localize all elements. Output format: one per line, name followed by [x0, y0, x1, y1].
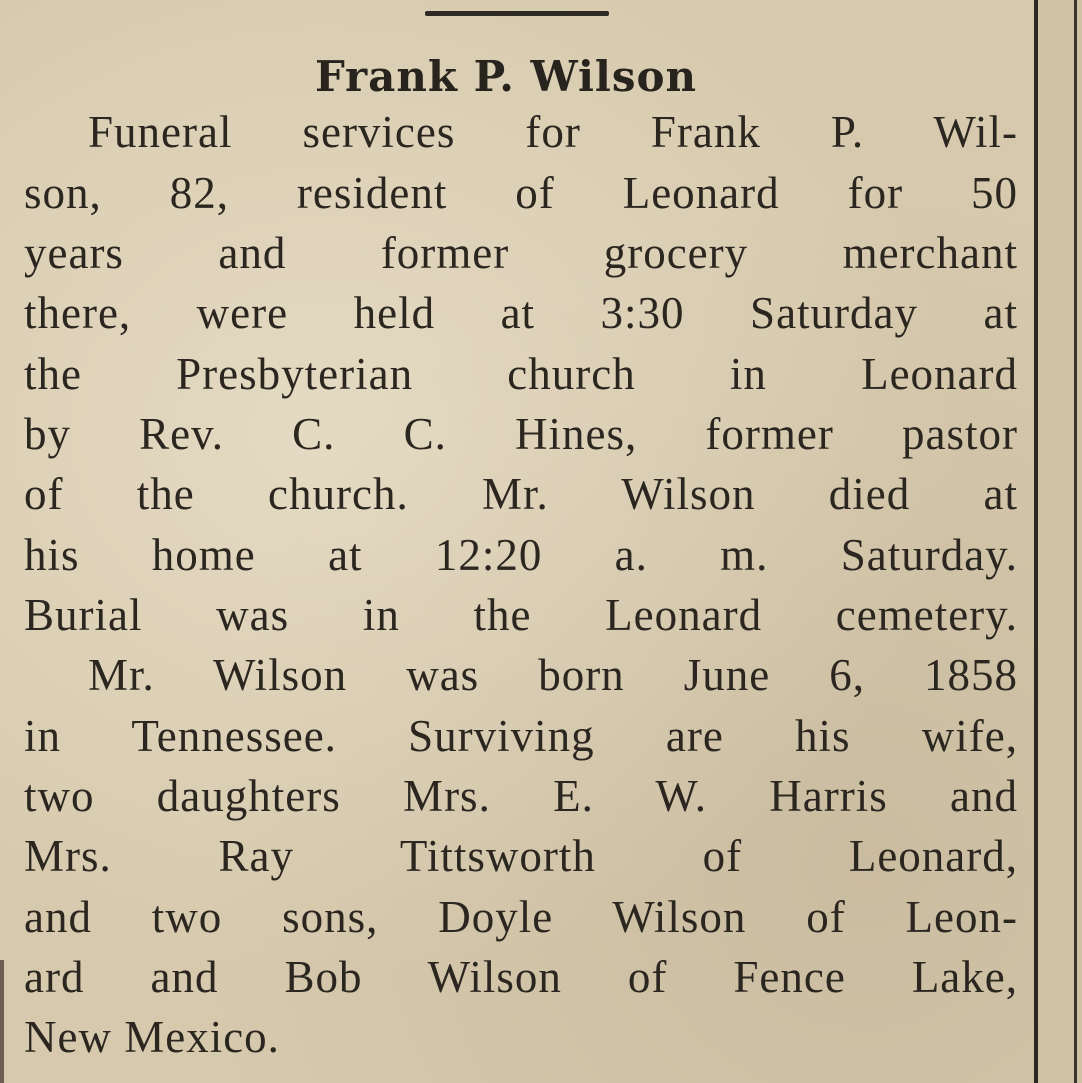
paragraph-2-line-1: Mr. Wilson was born June 6, 1858: [88, 650, 1018, 700]
top-divider-rule: [425, 11, 609, 16]
paragraph-2-line-4: Mrs. Ray Tittsworth of Leonard,: [24, 831, 1018, 881]
paragraph-1-line-6: by Rev. C. C. Hines, former pastor: [24, 409, 1018, 459]
paragraph-2-line-2: in Tennessee. Surviving are his wife,: [24, 711, 1018, 761]
paragraph-1-line-2: son, 82, resident of Leonard for 50: [24, 168, 1018, 218]
left-edge-mark: [0, 960, 4, 1083]
paragraph-1-line-1: Funeral services for Frank P. Wil-: [88, 107, 1018, 157]
paragraph-2-line-7: New Mexico.: [24, 1012, 280, 1062]
paragraph-1-line-4: there, were held at 3:30 Saturday at: [24, 288, 1018, 338]
paragraph-1-line-5: the Presbyterian church in Leonard: [24, 349, 1018, 399]
paragraph-1-line-3: years and former grocery merchant: [24, 228, 1018, 278]
paragraph-2-line-3: two daughters Mrs. E. W. Harris and: [24, 771, 1018, 821]
obituary-headline: Frank P. Wilson: [314, 52, 698, 101]
paragraph-1-line-8: his home at 12:20 a. m. Saturday.: [24, 530, 1018, 580]
paragraph-1-line-9: Burial was in the Leonard cemetery.: [24, 590, 1018, 640]
adjacent-column-rule: [1074, 0, 1077, 1083]
paragraph-2-line-5: and two sons, Doyle Wilson of Leon-: [24, 892, 1018, 942]
paragraph-2-line-6: ard and Bob Wilson of Fence Lake,: [24, 952, 1018, 1002]
paragraph-1-line-7: of the church. Mr. Wilson died at: [24, 469, 1018, 519]
